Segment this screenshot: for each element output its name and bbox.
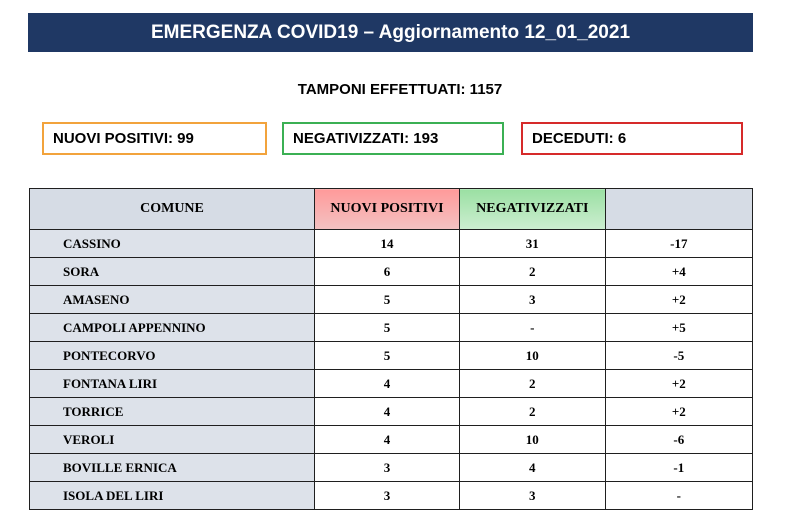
nuovi-positivi-cell: 3 bbox=[315, 482, 460, 510]
deceduti-box bbox=[521, 122, 743, 155]
header-negativizzati: NEGATIVIZZATI bbox=[460, 189, 606, 230]
comune-cell: CASSINO bbox=[30, 230, 315, 258]
table-row bbox=[30, 370, 753, 398]
negativizzati-box bbox=[282, 122, 504, 155]
comune-cell: PONTECORVO bbox=[30, 342, 315, 370]
comuni-table bbox=[29, 188, 753, 510]
negativizzati-cell: 2 bbox=[460, 258, 606, 286]
comune-cell: VEROLI bbox=[30, 426, 315, 454]
table-header-row bbox=[30, 189, 753, 230]
comune-cell: BOVILLE ERNICA bbox=[30, 454, 315, 482]
negativizzati-cell: 10 bbox=[460, 426, 606, 454]
differenza-cell: +4 bbox=[605, 258, 752, 286]
comune-cell: FONTANA LIRI bbox=[30, 370, 315, 398]
negativizzati-cell: 10 bbox=[460, 342, 606, 370]
tamponi-count: TAMPONI EFFETTUATI: 1157 bbox=[297, 81, 503, 98]
negativizzati-cell: - bbox=[460, 314, 606, 342]
table-row bbox=[30, 426, 753, 454]
table-row bbox=[30, 398, 753, 426]
negativizzati-cell: 3 bbox=[460, 286, 606, 314]
comune-cell: SORA bbox=[30, 258, 315, 286]
comune-cell: AMASENO bbox=[30, 286, 315, 314]
negativizzati-cell: 2 bbox=[460, 370, 606, 398]
negativizzati-label: NEGATIVIZZATI: 193 bbox=[293, 130, 439, 147]
table-row bbox=[30, 482, 753, 510]
differenza-cell: +2 bbox=[605, 398, 752, 426]
table-row bbox=[30, 314, 753, 342]
differenza-cell: -17 bbox=[605, 230, 752, 258]
nuovi-positivi-cell: 4 bbox=[315, 370, 460, 398]
differenza-cell: - bbox=[605, 482, 752, 510]
differenza-cell: -1 bbox=[605, 454, 752, 482]
nuovi-positivi-box bbox=[42, 122, 267, 155]
differenza-cell: +2 bbox=[605, 286, 752, 314]
page-title: EMERGENZA COVID19 – Aggiornamento 12_01_2021 bbox=[28, 13, 753, 52]
negativizzati-cell: 3 bbox=[460, 482, 606, 510]
differenza-cell: +2 bbox=[605, 370, 752, 398]
table-row bbox=[30, 342, 753, 370]
negativizzati-cell: 31 bbox=[460, 230, 606, 258]
header-nuovi-positivi: NUOVI POSITIVI bbox=[315, 189, 460, 230]
nuovi-positivi-cell: 5 bbox=[315, 342, 460, 370]
table-row bbox=[30, 230, 753, 258]
nuovi-positivi-cell: 5 bbox=[315, 314, 460, 342]
header-differenza bbox=[605, 189, 752, 230]
comune-cell: TORRICE bbox=[30, 398, 315, 426]
comune-cell: CAMPOLI APPENNINO bbox=[30, 314, 315, 342]
table-row bbox=[30, 454, 753, 482]
header-comune: COMUNE bbox=[30, 189, 315, 230]
differenza-cell: -6 bbox=[605, 426, 752, 454]
nuovi-positivi-label: NUOVI POSITIVI: 99 bbox=[53, 130, 194, 147]
nuovi-positivi-cell: 5 bbox=[315, 286, 460, 314]
comune-cell: ISOLA DEL LIRI bbox=[30, 482, 315, 510]
table-row bbox=[30, 258, 753, 286]
deceduti-label: DECEDUTI: 6 bbox=[532, 130, 627, 147]
nuovi-positivi-cell: 6 bbox=[315, 258, 460, 286]
differenza-cell: +5 bbox=[605, 314, 752, 342]
nuovi-positivi-cell: 3 bbox=[315, 454, 460, 482]
nuovi-positivi-cell: 14 bbox=[315, 230, 460, 258]
nuovi-positivi-cell: 4 bbox=[315, 398, 460, 426]
nuovi-positivi-cell: 4 bbox=[315, 426, 460, 454]
negativizzati-cell: 2 bbox=[460, 398, 606, 426]
table-row bbox=[30, 286, 753, 314]
differenza-cell: -5 bbox=[605, 342, 752, 370]
negativizzati-cell: 4 bbox=[460, 454, 606, 482]
